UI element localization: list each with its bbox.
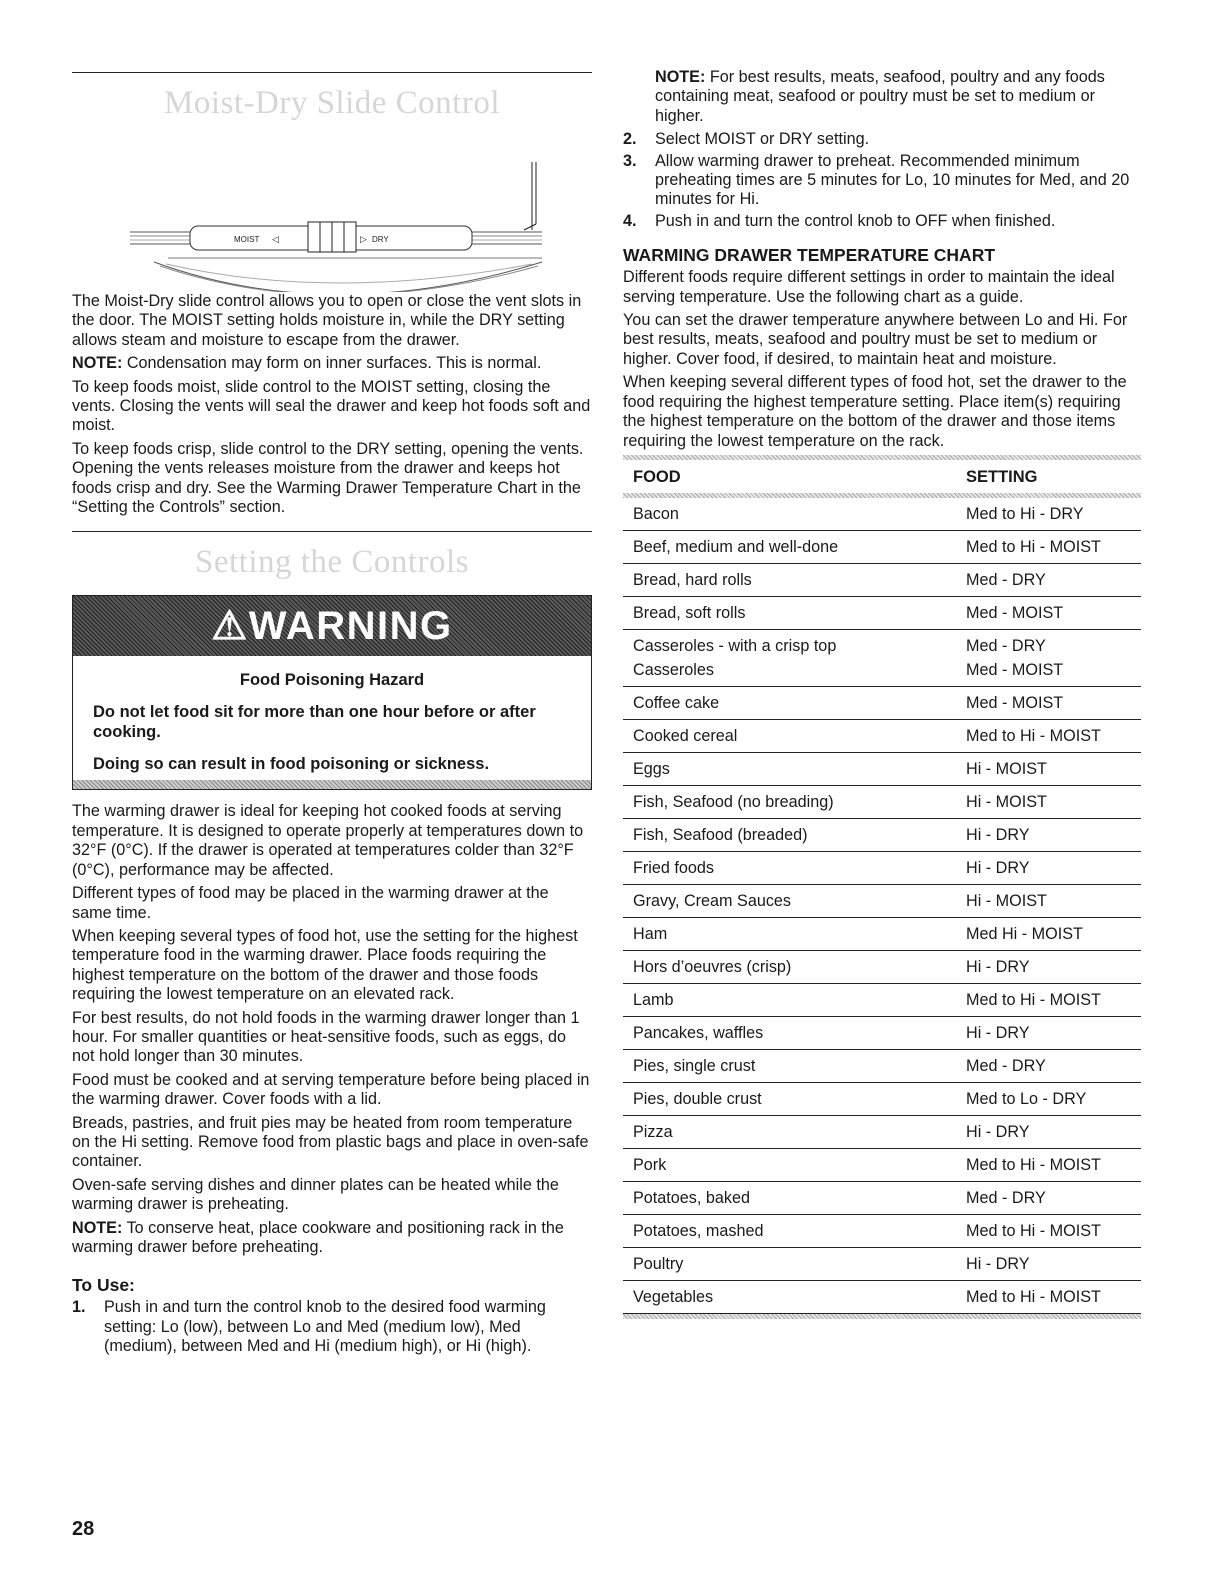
table-row	[623, 950, 1141, 983]
table-row	[623, 818, 1141, 851]
table-row	[623, 1115, 1141, 1148]
warning-line: Doing so can result in food poisoning or sickness.	[93, 755, 490, 774]
warning-title: Food Poisoning Hazard	[239, 671, 425, 690]
setting-cell: Hi - DRY	[956, 950, 1141, 983]
table-row	[623, 498, 1141, 531]
note-label: NOTE:	[655, 68, 706, 86]
paragraph: The Moist-Dry slide control allows you to open or close the vent slots in the door. The MOIST setting holds moisture in, while the DRY setting allows steam and moisture to escape from the drawer.	[72, 292, 582, 349]
food-cell: Pork	[623, 1148, 956, 1181]
step-number: 2.	[623, 130, 637, 149]
table-row	[623, 1049, 1141, 1082]
step-text: Push in and turn the control knob to the desired food warming setting: Lo (low), between Lo and Med (medium low), Med (medium), between Med and Hi (medium high), or Hi (high).	[104, 1298, 546, 1356]
table-row	[623, 686, 1141, 719]
step-number: 4.	[623, 211, 637, 230]
temperature-chart-table	[623, 464, 1141, 1314]
to-use-heading: To Use:	[72, 1275, 135, 1296]
food-cell: Lamb	[623, 983, 956, 1016]
note-label: NOTE:	[72, 1218, 123, 1237]
setting-cell: Med - DRY	[956, 563, 1141, 596]
section-heading-moist-dry: Moist-Dry Slide Control	[163, 85, 500, 121]
table-body	[623, 498, 1141, 1314]
setting-cell: Med Hi - MOIST	[956, 917, 1141, 950]
food-cell: Fried foods	[623, 851, 956, 884]
warning-line: Do not let food sit for more than one hour before or after cooking.	[93, 703, 536, 742]
paragraph: When keeping several types of food hot, use the setting for the highest temperature food in the warming drawer. Place foods requiring the highest temperature on the bottom of the drawer and those foods requiring the lowest temperature on an elevated rack.	[72, 926, 578, 1004]
food-cell: Cooked cereal	[623, 719, 956, 752]
setting-cell: Hi - MOIST	[956, 752, 1141, 785]
food-cell: Fish, Seafood (no breading)	[623, 785, 956, 818]
food-cell: Coffee cake	[623, 686, 956, 719]
paragraph: Food must be cooked and at serving temperature before being placed in the warming drawer. Cover foods with a lid.	[72, 1070, 590, 1109]
food-cell: Bread, soft rolls	[623, 596, 956, 629]
setting-cell: Med to Hi - MOIST	[956, 719, 1141, 752]
table-row	[623, 1280, 1141, 1313]
paragraph: To keep foods crisp, slide control to the DRY setting, opening the vents. Opening the vents releases moisture from the drawer and keeps hot foods crisp and dry. See the Warming Drawer Temperature Chart in the “Setting the Controls” section.	[72, 439, 584, 517]
table-row	[623, 1016, 1141, 1049]
food-cell: Ham	[623, 917, 956, 950]
note-text: For best results, meats, seafood, poultry and any foods containing meat, seafood or poultry must be set to medium or higher.	[655, 68, 1105, 125]
paragraph: Different foods require different settings in order to maintain the ideal serving temperature. Use the following chart as a guide.	[623, 268, 1115, 306]
food-cell: Potatoes, mashed	[623, 1214, 956, 1247]
paragraph: The warming drawer is ideal for keeping hot cooked foods at serving temperature. It is designed to operate properly at temperatures down to 32°F (0°C). If the drawer is operated at temperatures colder than 32°F (0°C), performance may be affected.	[72, 802, 584, 879]
table-row	[623, 983, 1141, 1016]
steps-list	[623, 130, 1141, 231]
table-row	[623, 719, 1141, 752]
warning-banner	[73, 596, 591, 656]
right-column	[623, 68, 1141, 1319]
section-rule	[72, 72, 592, 73]
table-row	[623, 657, 1141, 687]
step-item	[72, 1298, 592, 1356]
step-item	[623, 130, 1141, 149]
food-cell: Pancakes, waffles	[623, 1016, 956, 1049]
setting-cell: Med to Hi - MOIST	[956, 1280, 1141, 1313]
step-item	[623, 152, 1141, 210]
food-cell: Hors d’oeuvres (crisp)	[623, 950, 956, 983]
section-rule	[72, 531, 592, 532]
warning-footer-hatch	[73, 780, 591, 789]
food-cell: Eggs	[623, 752, 956, 785]
food-cell: Casseroles - with a crisp top	[633, 636, 837, 655]
table-row	[623, 851, 1141, 884]
slide-control-figure	[72, 132, 592, 292]
food-cell: Pies, double crust	[623, 1082, 956, 1115]
paragraph: Oven-safe serving dishes and dinner plates can be heated while the warming drawer is preheating.	[72, 1175, 559, 1214]
column-header-setting: SETTING	[966, 467, 1038, 486]
moist-arrow-icon: ◁	[272, 235, 279, 245]
table-row	[623, 1181, 1141, 1214]
page-number: 28	[72, 1518, 95, 1540]
paragraph: When keeping several different types of food hot, set the drawer to the food requiring the highest temperature setting. Place item(s) requiring the highest temperature on the bottom of the drawer and those items requiring the lowest temperature on the rack.	[623, 373, 1127, 450]
table-row	[623, 785, 1141, 818]
table-row	[623, 1148, 1141, 1181]
step-number: 3.	[623, 151, 637, 170]
paragraph: Different types of food may be placed in the warming drawer at the same time.	[72, 884, 549, 922]
table-row	[623, 1247, 1141, 1280]
step-text: Select MOIST or DRY setting.	[655, 130, 870, 149]
warning-banner-text: ⚠WARNING	[211, 604, 453, 649]
setting-cell: Hi - DRY	[956, 1016, 1141, 1049]
dry-arrow-icon: ▷	[360, 235, 367, 245]
note-text: Condensation may form on inner surfaces. This is normal.	[122, 354, 542, 373]
step-number: 1.	[72, 1298, 86, 1317]
setting-cell: Med - MOIST	[956, 596, 1141, 629]
step-text: Allow warming drawer to preheat. Recommended minimum preheating times are 5 minutes for Lo, 10 minutes for Med, and 20 minutes for Hi.	[655, 151, 1130, 209]
left-column	[72, 72, 592, 1359]
food-cell: Potatoes, baked	[623, 1181, 956, 1214]
table-row	[623, 530, 1141, 563]
table-row	[623, 752, 1141, 785]
food-cell: Pizza	[623, 1115, 956, 1148]
moist-label: MOIST	[234, 235, 260, 244]
paragraph: To keep foods moist, slide control to the MOIST setting, closing the vents. Closing the vents will seal the drawer and keep hot foods soft and moist.	[72, 377, 591, 435]
table-row	[623, 596, 1141, 629]
setting-cell: Med - DRY	[956, 1049, 1141, 1082]
table-row	[623, 629, 1141, 657]
setting-cell: Med - MOIST	[956, 686, 1141, 719]
food-cell: Gravy, Cream Sauces	[623, 884, 956, 917]
table-header	[623, 464, 1141, 498]
table-row	[623, 884, 1141, 917]
setting-cell: Hi - MOIST	[956, 884, 1141, 917]
chart-heading: WARMING DRAWER TEMPERATURE CHART	[623, 245, 996, 266]
food-cell: Bacon	[623, 498, 956, 531]
steps-list	[72, 1298, 592, 1356]
food-cell: Casseroles	[623, 657, 956, 687]
setting-cell: Med - DRY	[966, 636, 1046, 655]
setting-cell: Med to Hi - MOIST	[956, 983, 1141, 1016]
food-cell: Bread, hard rolls	[623, 563, 956, 596]
note-paragraph	[72, 1219, 592, 1258]
table-row	[623, 1082, 1141, 1115]
table-row	[623, 917, 1141, 950]
column-header-food: FOOD	[633, 467, 681, 486]
dry-label: DRY	[372, 235, 389, 244]
table-row	[623, 563, 1141, 596]
setting-cell: Hi - DRY	[956, 851, 1141, 884]
setting-cell: Hi - DRY	[956, 818, 1141, 851]
step-text: Push in and turn the control knob to OFF when finished.	[655, 211, 1056, 230]
note-label: NOTE:	[72, 354, 123, 373]
table-top-hatch	[623, 455, 1141, 460]
setting-cell: Hi - DRY	[956, 1247, 1141, 1280]
setting-cell: Med to Hi - MOIST	[956, 1214, 1141, 1247]
food-cell: Fish, Seafood (breaded)	[623, 818, 956, 851]
setting-cell: Hi - MOIST	[956, 785, 1141, 818]
paragraph: Breads, pastries, and fruit pies may be heated from room temperature on the Hi setting. Remove food from plastic bags and place in oven-safe container.	[72, 1113, 589, 1171]
table-bottom-hatch	[623, 1314, 1141, 1319]
table-row	[623, 1214, 1141, 1247]
setting-cell: Med - DRY	[956, 1181, 1141, 1214]
section-heading-controls: Setting the Controls	[195, 544, 469, 581]
setting-cell: Hi - DRY	[956, 1115, 1141, 1148]
step-item	[623, 212, 1141, 231]
paragraph: For best results, do not hold foods in the warming drawer longer than 1 hour. For smaller quantities or heat-sensitive foods, such as eggs, do not hold longer than 30 minutes.	[72, 1008, 580, 1066]
food-cell: Pies, single crust	[623, 1049, 956, 1082]
setting-cell: Med to Lo - DRY	[956, 1082, 1141, 1115]
slide-control-illustration	[72, 132, 592, 292]
setting-cell: Med to Hi - MOIST	[956, 530, 1141, 563]
food-cell: Vegetables	[623, 1280, 956, 1313]
setting-cell: Med to Hi - MOIST	[956, 1148, 1141, 1181]
food-cell: Beef, medium and well-done	[623, 530, 956, 563]
paragraph: You can set the drawer temperature anywhere between Lo and Hi. For best results, meats, seafood and poultry must be set to medium or higher. Cover food, if desired, to maintain heat and moisture.	[623, 311, 1128, 368]
setting-cell: Med - MOIST	[956, 657, 1141, 687]
note-text: To conserve heat, place cookware and positioning rack in the warming drawer before preheating.	[72, 1218, 564, 1256]
setting-cell: Med to Hi - DRY	[956, 498, 1141, 531]
note-paragraph	[623, 68, 1141, 126]
warning-box	[72, 595, 592, 790]
note-paragraph	[72, 354, 592, 373]
food-cell: Poultry	[623, 1247, 956, 1280]
